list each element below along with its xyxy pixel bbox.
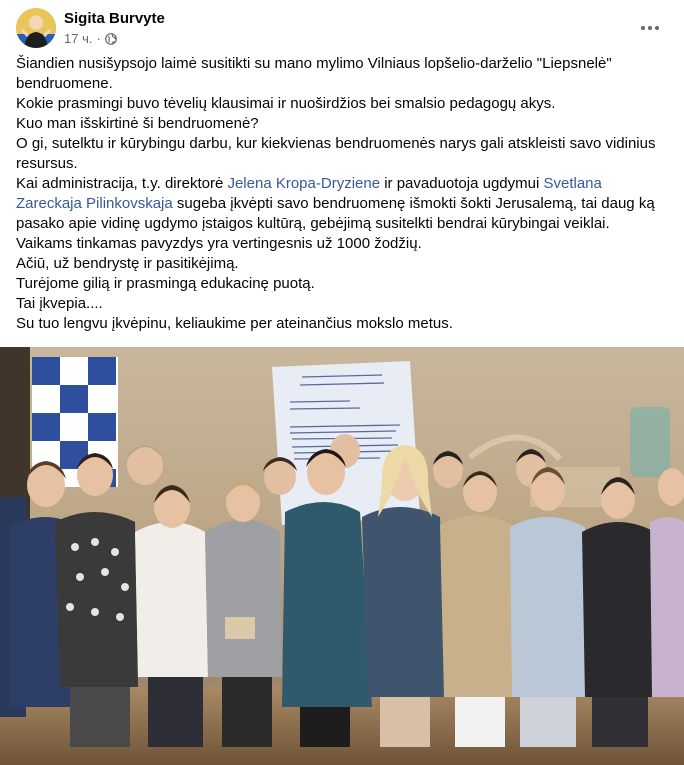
author-avatar[interactable] — [16, 8, 56, 48]
post-header — [16, 6, 668, 50]
text-line: Su tuo lengvu įkvėpinu, keliaukime per ateinančius mokslo metus. — [16, 315, 453, 332]
post-timestamp[interactable]: 17 ч. — [64, 31, 93, 46]
text-line: O gi, sutelktu ir kūrybingu darbu, kur kiekvienas bendruomenės narys gali atskleisti savo vidinius resursus. — [16, 135, 656, 172]
text-line: Kuo man išskirtinė ši bendruomenė? — [16, 115, 259, 132]
mention-svetlana[interactable]: Svetlana Zareckaja Pilinkovskaja — [16, 175, 602, 212]
post-meta — [64, 31, 117, 46]
meta-separator: · — [96, 31, 101, 46]
text-line: Turėjome gilią ir prasmingą edukacinę puotą. — [16, 275, 315, 292]
author-name[interactable]: Sigita Burvyte — [64, 10, 165, 27]
text-line: Ačiū, už bendrystę ir pasitikėjimą. — [16, 255, 239, 272]
more-options-button[interactable] — [632, 10, 668, 46]
group-photo-image — [0, 347, 684, 765]
text-line: Vaikams tinkamas pavyzdys yra vertingesnis už 1000 žodžių. — [16, 235, 422, 252]
post-text — [16, 54, 668, 334]
avatar-image — [16, 8, 56, 48]
text-line: Tai įkvepia.... — [16, 295, 103, 312]
more-options-icon — [641, 26, 645, 30]
globe-icon[interactable] — [105, 33, 117, 45]
text-line: Kokie prasmingi buvo tėvelių klausimai ir nuoširdžios bei smalsio pedagogų akys. — [16, 95, 556, 112]
post-photo[interactable] — [0, 347, 684, 765]
text-paragraph-mentions: Kai administracija, t.y. direktorė Jelena Kropa-Dryziene ir pavaduotoja ugdymui Svetlana Zareckaja Pilinkovskaja sugeba įkvėpti savo bendruomenę išmokti šokti Jerusalemą, tai daug ką pasako apie vidinę ugdymo įstaigos kultūrą, gebėjimą susitelkti bendrai kūrybingai veiklai. — [16, 175, 655, 232]
mention-jelena[interactable]: Jelena Kropa-Dryziene — [227, 175, 381, 192]
text-line: Šiandien nusišypsojo laimė susitikti su mano mylimo Vilniaus lopšelio-darželio "Liepsnelė" bendruomene. — [16, 55, 612, 92]
